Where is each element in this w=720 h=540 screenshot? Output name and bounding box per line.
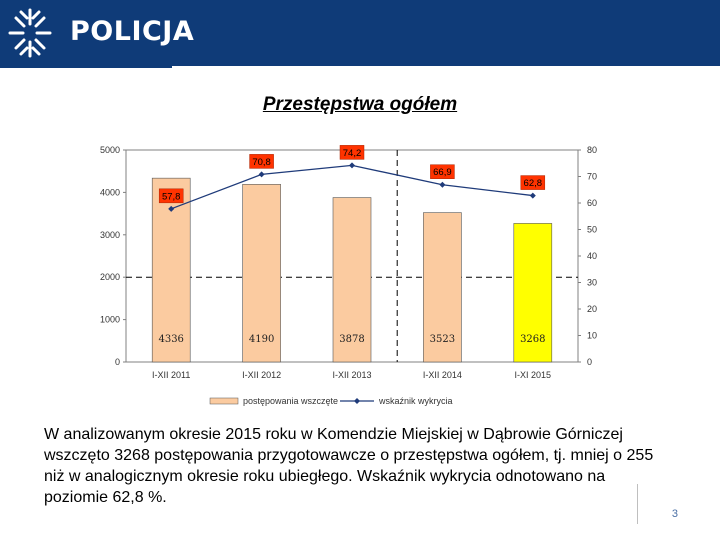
line-point <box>439 182 445 188</box>
y-tick-label: 5000 <box>99 145 120 155</box>
y2-tick-label: 0 <box>587 357 593 367</box>
y-tick-label: 2000 <box>99 272 120 283</box>
legend-label-line: wskaźnik wykrycia <box>379 396 453 406</box>
line-point <box>259 171 265 177</box>
x-tick-label: I-XII 2011 <box>152 370 191 380</box>
bar-value-label: 3878 <box>339 334 365 345</box>
y2-tick-label: 40 <box>587 251 598 261</box>
line-point <box>530 193 536 199</box>
y2-tick-label: 60 <box>587 198 598 208</box>
y-tick-label: 0 <box>114 357 120 367</box>
y2-tick-label: 50 <box>587 224 598 235</box>
y-tick-label: 3000 <box>99 229 120 240</box>
police-star-icon <box>6 6 54 60</box>
y2-tick-label: 10 <box>587 330 598 341</box>
legend-swatch-marker <box>354 398 360 404</box>
divider-line <box>637 484 638 524</box>
line-value-label: 57,8 <box>161 191 181 203</box>
line-point <box>349 162 355 168</box>
x-tick-label: I-XII 2013 <box>332 370 372 380</box>
bar-value-label: 4336 <box>158 334 184 345</box>
y2-tick-label: 20 <box>587 304 598 314</box>
x-tick-label: I-XI 2015 <box>514 370 552 380</box>
bar-value-label: 3523 <box>429 334 456 345</box>
slide-title: Przestępstwa ogółem <box>262 94 458 115</box>
line-value-label: 62,8 <box>523 178 543 190</box>
header-rule <box>0 66 172 68</box>
bar-value-label: 3268 <box>520 334 546 345</box>
line-value-label: 70,8 <box>252 156 271 168</box>
y-tick-label: 1000 <box>99 314 120 325</box>
header-bar <box>0 0 720 66</box>
chart <box>90 140 620 412</box>
line-value-label: 66,9 <box>433 167 452 179</box>
legend-label-bar: postępowania wszczęte <box>243 396 339 406</box>
legend-swatch-bar <box>210 398 238 404</box>
y2-tick-label: 70 <box>587 171 598 182</box>
x-tick-label: I-XII 2012 <box>242 370 282 380</box>
y2-tick-label: 30 <box>587 277 598 288</box>
y-tick-label: 4000 <box>99 187 120 198</box>
bar-value-label: 4190 <box>248 334 275 345</box>
x-tick-label: I-XII 2014 <box>422 370 462 380</box>
page-number: 3 <box>671 508 678 520</box>
y2-tick-label: 80 <box>587 145 598 155</box>
line-value-label: 74,2 <box>342 147 362 159</box>
logo-text: POLICJA <box>70 16 195 47</box>
body-text: W analizowanym okresie 2015 roku w Komendzie Miejskiej w Dąbrowie Górniczej wszczęto 3268 postępowania przygotowawcze o przestępstwa ogółem, tj. mniej o 255 niż w analogicznym okresie roku ubiegłego. Wskaźnik wykrycia odnotowano na poziomie 62,8 %. <box>44 426 654 506</box>
